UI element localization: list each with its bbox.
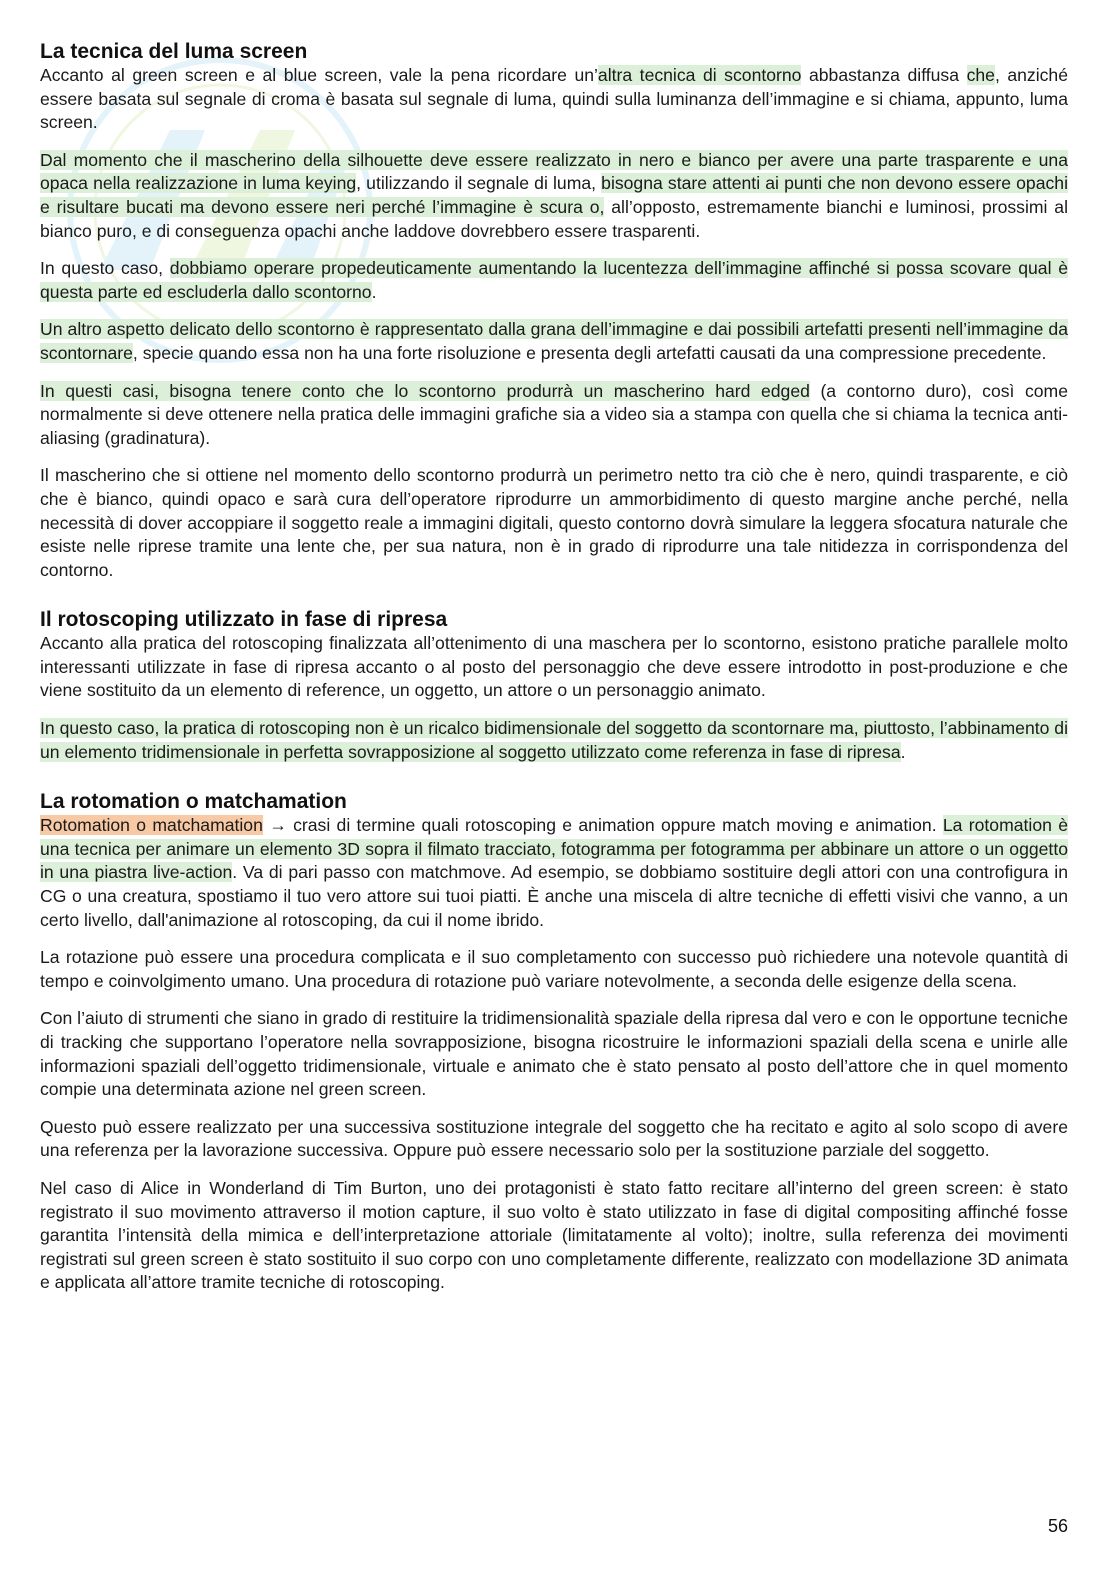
- text-run: Questo può essere realizzato per una successiva sostituzione integrale del soggetto che ha recitato e agito al solo scopo di avere una referenza per la lavorazione successiva. Oppure può essere necessario solo per la sostituzione parziale del soggetto.: [40, 1116, 1068, 1161]
- highlighted-text: In questo caso, la pratica di rotoscoping non è un ricalco bidimensionale del soggetto da scontornare ma, piuttosto, l’abbinamento di un elemento tridimensionale in perfetta sovrapposizione al soggetto utilizzato come referenza in fase di ripresa: [40, 718, 1068, 762]
- highlighted-text: altra tecnica di scontorno: [597, 65, 802, 85]
- paragraph: [40, 814, 1068, 932]
- paragraph: [40, 946, 1068, 993]
- section-heading: La rotomation o matchamation: [40, 790, 347, 814]
- paragraph: [40, 632, 1068, 703]
- section-heading: Il rotoscoping utilizzato in fase di ripresa: [40, 608, 448, 632]
- paragraph: [40, 257, 1068, 304]
- paragraph: [40, 1177, 1068, 1295]
- highlighted-text: dobbiamo operare propedeuticamente aumentando la lucentezza dell’immagine affinché si possa scovare qual è questa parte ed escluderla dallo scontorno: [40, 258, 1068, 302]
- highlighted-text: In questi casi, bisogna tenere conto che lo scontorno produrrà un mascherino hard edged: [40, 380, 810, 401]
- paragraph: [40, 149, 1068, 243]
- paragraph: [40, 1116, 1068, 1163]
- text-run: .: [900, 741, 906, 762]
- text-run: Accanto al green screen e al blue screen, vale la pena ricordare un’: [40, 65, 598, 85]
- text-run: In questo caso,: [40, 258, 170, 279]
- section-heading: La tecnica del luma screen: [40, 40, 308, 63]
- text-run: abbastanza diffusa: [801, 65, 967, 85]
- paragraph: [40, 318, 1068, 365]
- document-page: [40, 40, 1068, 1309]
- highlighted-text: Dal momento che il mascherino della silhouette deve essere realizzato in nero e bianco per avere una parte trasparente e una opaca nella realizzazione in luma keying: [40, 149, 1068, 194]
- text-run: Il mascherino che si ottiene nel momento dello scontorno produrrà un perimetro netto tra ciò che è nero, quindi trasparente, e ciò che è bianco, quindi opaco e sarà cura dell’operatore riprodurre un ammorbidimento di questo margine anche perché, nella necessità di dover accoppiare il soggetto reale a immagini digitali, questo contorno dovrà simulare la leggera sfocatura naturale che esiste nelle riprese tramite una lente che, per sua natura, non è in grado di riprodurre una tale nitidezza in corrispondenza del contorno.: [40, 465, 1068, 580]
- text-run: . Va di pari passo con matchmove. Ad esempio, se dobbiamo sostituire degli attori con una controfigura in CG o una creatura, spostiamo il tuo vero attore sui tuoi piatti. È anche una miscela di altre tecniche di effetti visivi che vanno, a un certo livello, dall'animazione al rotoscoping, da cui il nome ibrido.: [40, 862, 1068, 930]
- paragraph: [40, 1007, 1068, 1101]
- paragraph: [40, 464, 1068, 582]
- highlighted-text: Rotomation o matchamation: [40, 815, 263, 836]
- text-run: , specie quando essa non ha una forte risoluzione e presenta degli artefatti causati da una compressione precedente.: [132, 342, 1047, 363]
- text-run: .: [371, 281, 377, 302]
- text-run: Con l’aiuto di strumenti che siano in grado di restituire la tridimensionalità spaziale della ripresa dal vero e con le opportune tecniche di tracking che supportano l’operatore nella sovrapposizione, bisogna ricostruire le informazioni spaziali della scena e unirle alle informazioni spaziali dell’oggetto tridimensionale, virtuale e animato che è stato pensato al posto dell’attore che in quel momento compie una determinata azione nel green screen.: [40, 1008, 1068, 1100]
- section: [40, 790, 1068, 1295]
- paragraph: [40, 64, 1068, 135]
- text-run: Nel caso di Alice in Wonderland di Tim Burton, uno dei protagonisti è stato fatto recitare all’interno del green screen: è stato registrato il suo movimento attraverso il motion capture, il suo volto è stato utilizzato in fase di digital compositing affinché fosse garantita l’intensità della mimica e dell’interpretazione attoriale (limitatamente al volto); inoltre, sulla referenza dei movimenti registrati sul green screen è stato sostituito il suo corpo con uno completamente differente, realizzato con modellazione 3D animata e applicata all’attore tramite tecniche di rotoscoping.: [40, 1177, 1068, 1293]
- paragraph: [40, 380, 1068, 451]
- highlighted-text: La rotomation è una tecnica per animare un elemento 3D sopra il filmato tracciato, fotogramma per fotogramma per abbinare un attore o un oggetto in una piastra live-action: [40, 815, 1068, 883]
- highlighted-text: che: [966, 65, 995, 85]
- section: [40, 608, 1068, 764]
- text-run: , utilizzando il segnale di luma,: [356, 173, 602, 194]
- text-run: (a contorno duro), così come normalmente si deve ottenere nella pratica delle immagini grafiche sia a video sia a stampa con quella che si chiama la tecnica anti-aliasing (gradinatura).: [40, 380, 1068, 448]
- section: [40, 40, 1068, 582]
- paragraph: [40, 717, 1068, 764]
- page-number: 56: [1047, 1516, 1068, 1536]
- text-run: Accanto alla pratica del rotoscoping finalizzata all’ottenimento di una maschera per lo scontorno, esistono pratiche parallele molto interessanti utilizzate in fase di ripresa accanto o al posto del personaggio che deve essere introdotto in post-produzione e che viene sostituito da un elemento di reference, un oggetto, un attore o un personaggio animato.: [40, 633, 1068, 701]
- highlighted-text: bisogna stare attenti ai punti che non devono essere opachi e risultare bucati ma devono essere neri perché l’immagine è scura o,: [40, 173, 1068, 217]
- text-run: , anziché essere basata sul segnale di croma è basata sul segnale di luma, quindi sulla luminanza dell’immagine e si chiama, appunto, luma screen.: [40, 65, 1069, 133]
- text-run: all’opposto, estremamente bianchi e luminosi, prossimi al bianco puro, e di conseguenza opachi anche laddove dovrebbero essere trasparenti.: [40, 196, 1068, 241]
- text-run: → crasi di termine quali rotoscoping e animation oppure match moving e animation.: [262, 815, 943, 836]
- highlighted-text: Un altro aspetto delicato dello scontorno è rappresentato dalla grana dell’immagine e dai possibili artefatti presenti nell’immagine da scontornare: [40, 319, 1068, 363]
- text-run: La rotazione può essere una procedura complicata e il suo completamento con successo può richiedere una notevole quantità di tempo e coinvolgimento umano. Una procedura di rotazione può variare notevolmente, a seconda delle esigenze della scena.: [40, 947, 1068, 991]
